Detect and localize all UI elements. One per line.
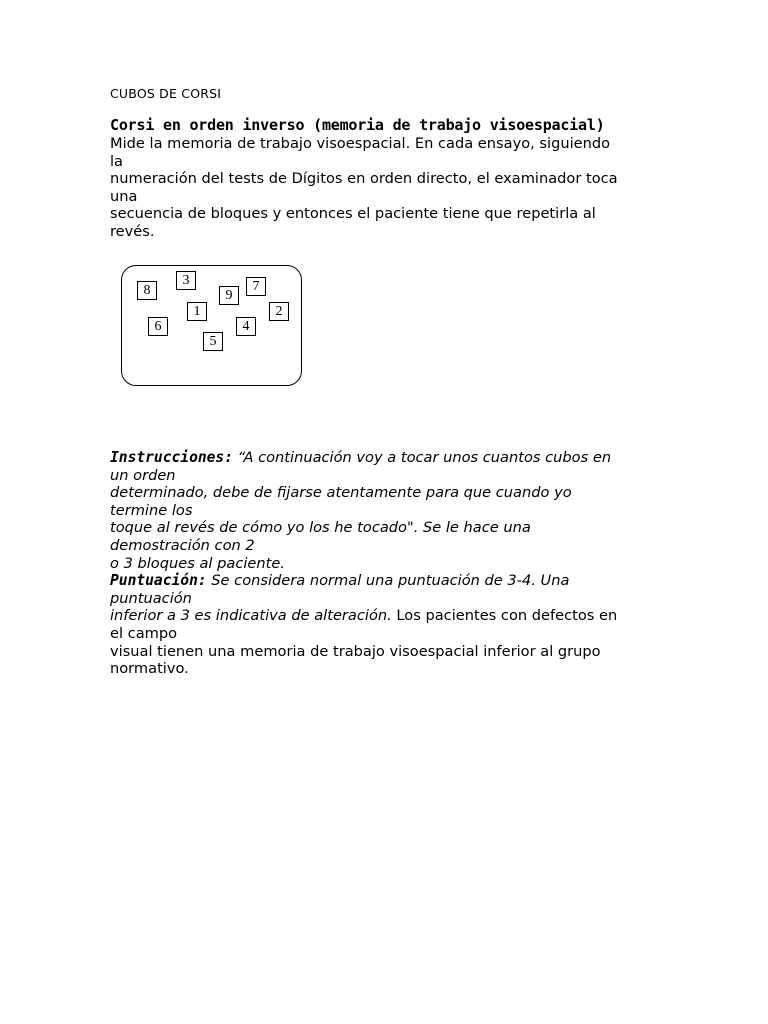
scoring-label: Puntuación: [110,572,207,590]
intro-line: una [110,187,138,205]
intro-line: revés. [110,222,155,240]
instructions-line: termine los [110,501,193,519]
scoring-line [110,572,670,590]
instructions-text: “A continuación voy a tocar unos cuantos cubos en [237,449,612,466]
instructions-line: determinado, debe de fijarse atentamente para que cuando yo [110,484,572,502]
instructions-line: un orden [110,466,176,484]
scoring-line: visual tienen una memoria de trabajo visoespacial inferior al grupo [110,642,601,660]
instructions-paragraph [110,449,670,678]
corsi-cube: 6 [148,317,168,336]
instructions-line: demostración con 2 [110,536,255,554]
scoring-line [110,607,670,625]
scoring-line: normativo. [110,660,189,678]
corsi-cube: 9 [219,286,239,305]
instructions-label: Instrucciones: [110,449,234,466]
corsi-cube: 3 [176,271,196,290]
instructions-line: o 3 bloques al paciente. [110,554,285,572]
instructions-line [110,449,670,467]
intro-line: la [110,152,123,170]
intro-line: Mide la memoria de trabajo visoespacial. En cada ensayo, siguiendo [110,135,611,152]
scoring-line: el campo [110,624,178,642]
corsi-cube: 4 [236,317,256,336]
corsi-cube: 7 [246,277,266,296]
scoring-italic-text: inferior a 3 es indicativa de alteración. [110,607,392,625]
corsi-cube: 8 [137,281,157,300]
scoring-text: Los pacientes con defectos en [391,607,618,625]
corsi-cube: 2 [269,302,289,321]
document-heading: CUBOS DE CORSI [110,86,222,101]
instructions-line: toque al revés de cómo yo los he tocado". Se le hace una [110,519,531,537]
corsi-cube: 5 [203,332,223,351]
section-title: Corsi en orden inverso (memoria de trabajo visoespacial) [110,116,605,134]
corsi-cube: 1 [187,302,207,321]
scoring-text: Se considera normal una puntuación de 3-4. Una [211,572,570,590]
intro-paragraph [110,135,670,241]
scoring-line: puntuación [110,589,192,607]
intro-line: secuencia de bloques y entonces el paciente tiene que repetirla al [110,205,596,223]
intro-line: numeración del tests de Dígitos en orden directo, el examinador toca [110,170,618,188]
